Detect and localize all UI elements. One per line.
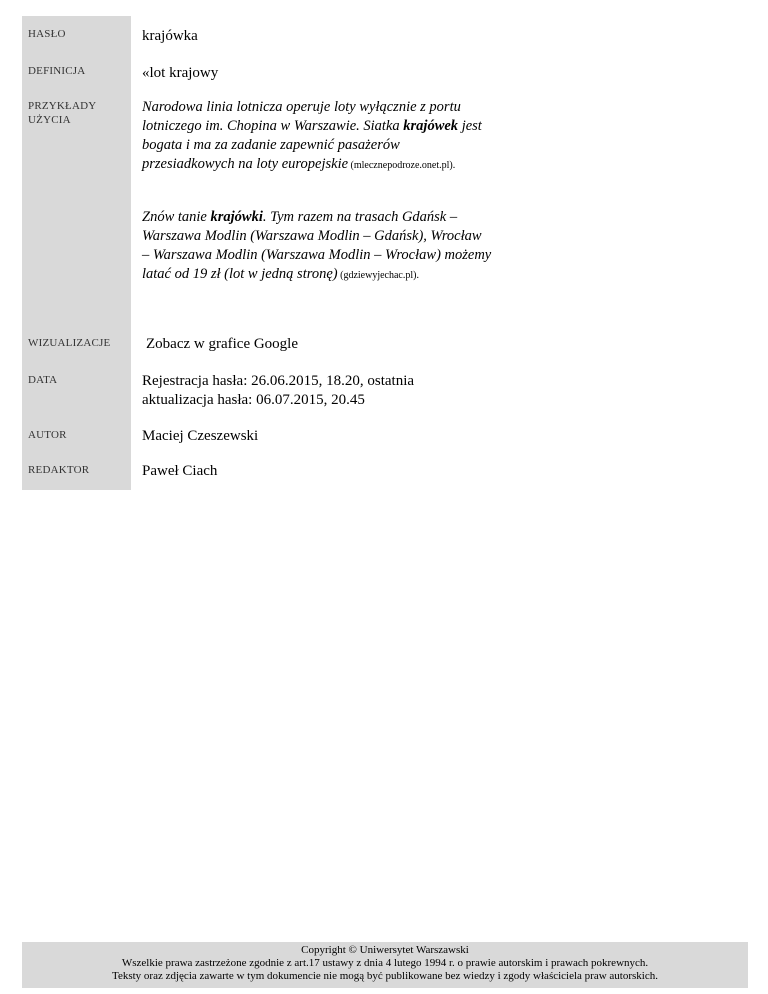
label-przyklady: [28, 99, 96, 127]
example-1-source: (mlecznepodroze.onet.pl).: [348, 160, 456, 171]
date-line1: Rejestracja hasła: 26.06.2015, 18.20, ostatnia: [142, 373, 415, 389]
example-2-source: (gdziewyjechac.pl).: [337, 270, 419, 281]
example-2-text-b: . Tym razem na trasach Gdańsk – Warszawa Modlin (Warszawa Modlin – Gdańsk), Wrocław – Warszawa Modlin (Warszawa Modlin – Wrocław) możemy latać od 19 zł (lot w jedną stronę): [142, 209, 492, 282]
example-1: [142, 98, 492, 175]
label-wizualizacje: WIZUALIZACJE: [28, 337, 111, 349]
footer-rights: Wszelkie prawa zastrzeżone zgodnie z art.17 ustawy z dnia 4 lutego 1994 r. o prawie autorskim i prawach pokrewnych.: [121, 957, 649, 969]
editor: Paweł Ciach: [142, 463, 218, 479]
label-przyklady-line2: UŻYCIA: [28, 114, 71, 126]
footer-copyright: Copyright © Uniwersytet Warszawski: [301, 944, 469, 956]
example-2-text-a: Znów tanie: [142, 209, 211, 225]
example-1-term: krajówek: [403, 118, 459, 134]
footer: [22, 942, 748, 988]
date-info: [142, 372, 414, 410]
label-przyklady-line1: PRZYKŁADY: [28, 100, 97, 112]
label-haslo: HASŁO: [28, 28, 66, 40]
label-autor: AUTOR: [28, 429, 67, 441]
definition: «lot krajowy: [142, 65, 219, 81]
author: Maciej Czeszewski: [142, 428, 259, 444]
example-2-term: krajówki: [210, 209, 263, 225]
example-1-text-a: Narodowa linia lotnicza operuje loty wyłącznie z portu lotniczego im. Chopina w Warszawie. Siatka: [142, 99, 461, 134]
example-1-text-b: jest bogata i ma za zadanie zapewnić pasażerów przesiadkowych na loty europejskie: [142, 118, 482, 172]
label-definicja: DEFINICJA: [28, 65, 86, 77]
headword: krajówka: [142, 28, 198, 44]
label-column: [22, 16, 131, 490]
date-line2: aktualizacja hasła: 06.07.2015, 20.45: [142, 392, 365, 408]
label-data: DATA: [28, 374, 58, 386]
footer-notice: Teksty oraz zdjęcia zawarte w tym dokumencie nie mogą być publikowane bez wiedzy i zgody właściciela praw autorskich.: [112, 970, 658, 982]
google-images-link[interactable]: Zobacz w grafice Google: [146, 336, 299, 352]
example-2: [142, 208, 492, 285]
label-redaktor: REDAKTOR: [28, 464, 90, 476]
